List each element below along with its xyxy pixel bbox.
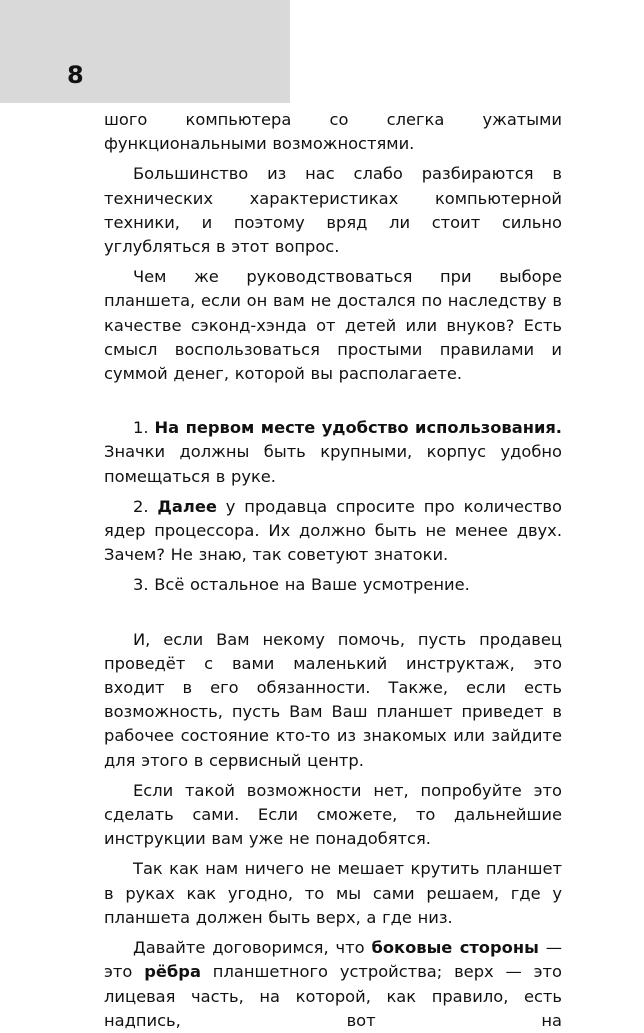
paragraph: Так как нам ничего не мешает крутить планшет в руках как угодно, то мы сами решаем, где у планшета должен быть верх, а где низ. [104, 859, 562, 927]
page-number: 8 [67, 61, 84, 89]
paragraph [104, 936, 562, 1033]
list-item-2 [104, 495, 562, 568]
term-side-edges: боковые стороны [371, 938, 539, 958]
list-item-1 [104, 416, 562, 489]
paragraph-text: планшетного устройства; верх — это лицевая часть, на которой, как правило, есть надпись, вот на [104, 962, 562, 1030]
list-item-emphasis: Далее [157, 496, 217, 516]
list-item-3: 3. Всё остальное на Ваше усмотрение. [133, 575, 470, 595]
list-item-emphasis: На первом месте удобство использования. [154, 418, 562, 438]
list-item-text: Значки должны быть крупными, корпус удобно помещаться в руке. [104, 442, 562, 486]
paragraph: Если такой возможности нет, попробуйте это сделать сами. Если сможете, то дальнейшие инструкции вам уже не понадобятся. [104, 780, 562, 849]
term-edges: рёбра [144, 962, 201, 982]
paragraph-text: — это [104, 938, 562, 982]
page-header-band [0, 0, 290, 103]
paragraph: Большинство из нас слабо разбираются в технических характеристиках компьютерной техники, и поэтому вряд ли стоит сильно углубляться в этот вопрос. [104, 164, 562, 257]
paragraph: И, если Вам некому помочь, пусть продавец проведёт с вами маленький инструктаж, это входит в его обязанности. Также, если есть возможность, пусть Вам Ваш планшет приведет в рабочее состояние кто-то из знакомых или зайдите для этого в сервисный центр. [104, 629, 562, 770]
paragraph: Чем же руководствоваться при выборе планшета, если он вам не достался по наследству в качестве сэконд-хэнда от детей или внуков? Есть смысл воспользоваться простыми правилами и суммой денег, которой вы располагаете. [104, 267, 562, 384]
list-number: 1. [133, 418, 149, 438]
list-number: 2. [133, 496, 149, 516]
paragraph: шого компьютера со слегка ужатыми функциональными возможностями. [104, 110, 562, 154]
body-text [104, 108, 562, 1033]
list-item-text: у продавца спросите про количество ядер процессора. Их должно быть не менее двух. Зачем? Не знаю, так советуют знатоки. [104, 496, 562, 565]
paragraph-text: Давайте договоримся, что [133, 938, 365, 958]
